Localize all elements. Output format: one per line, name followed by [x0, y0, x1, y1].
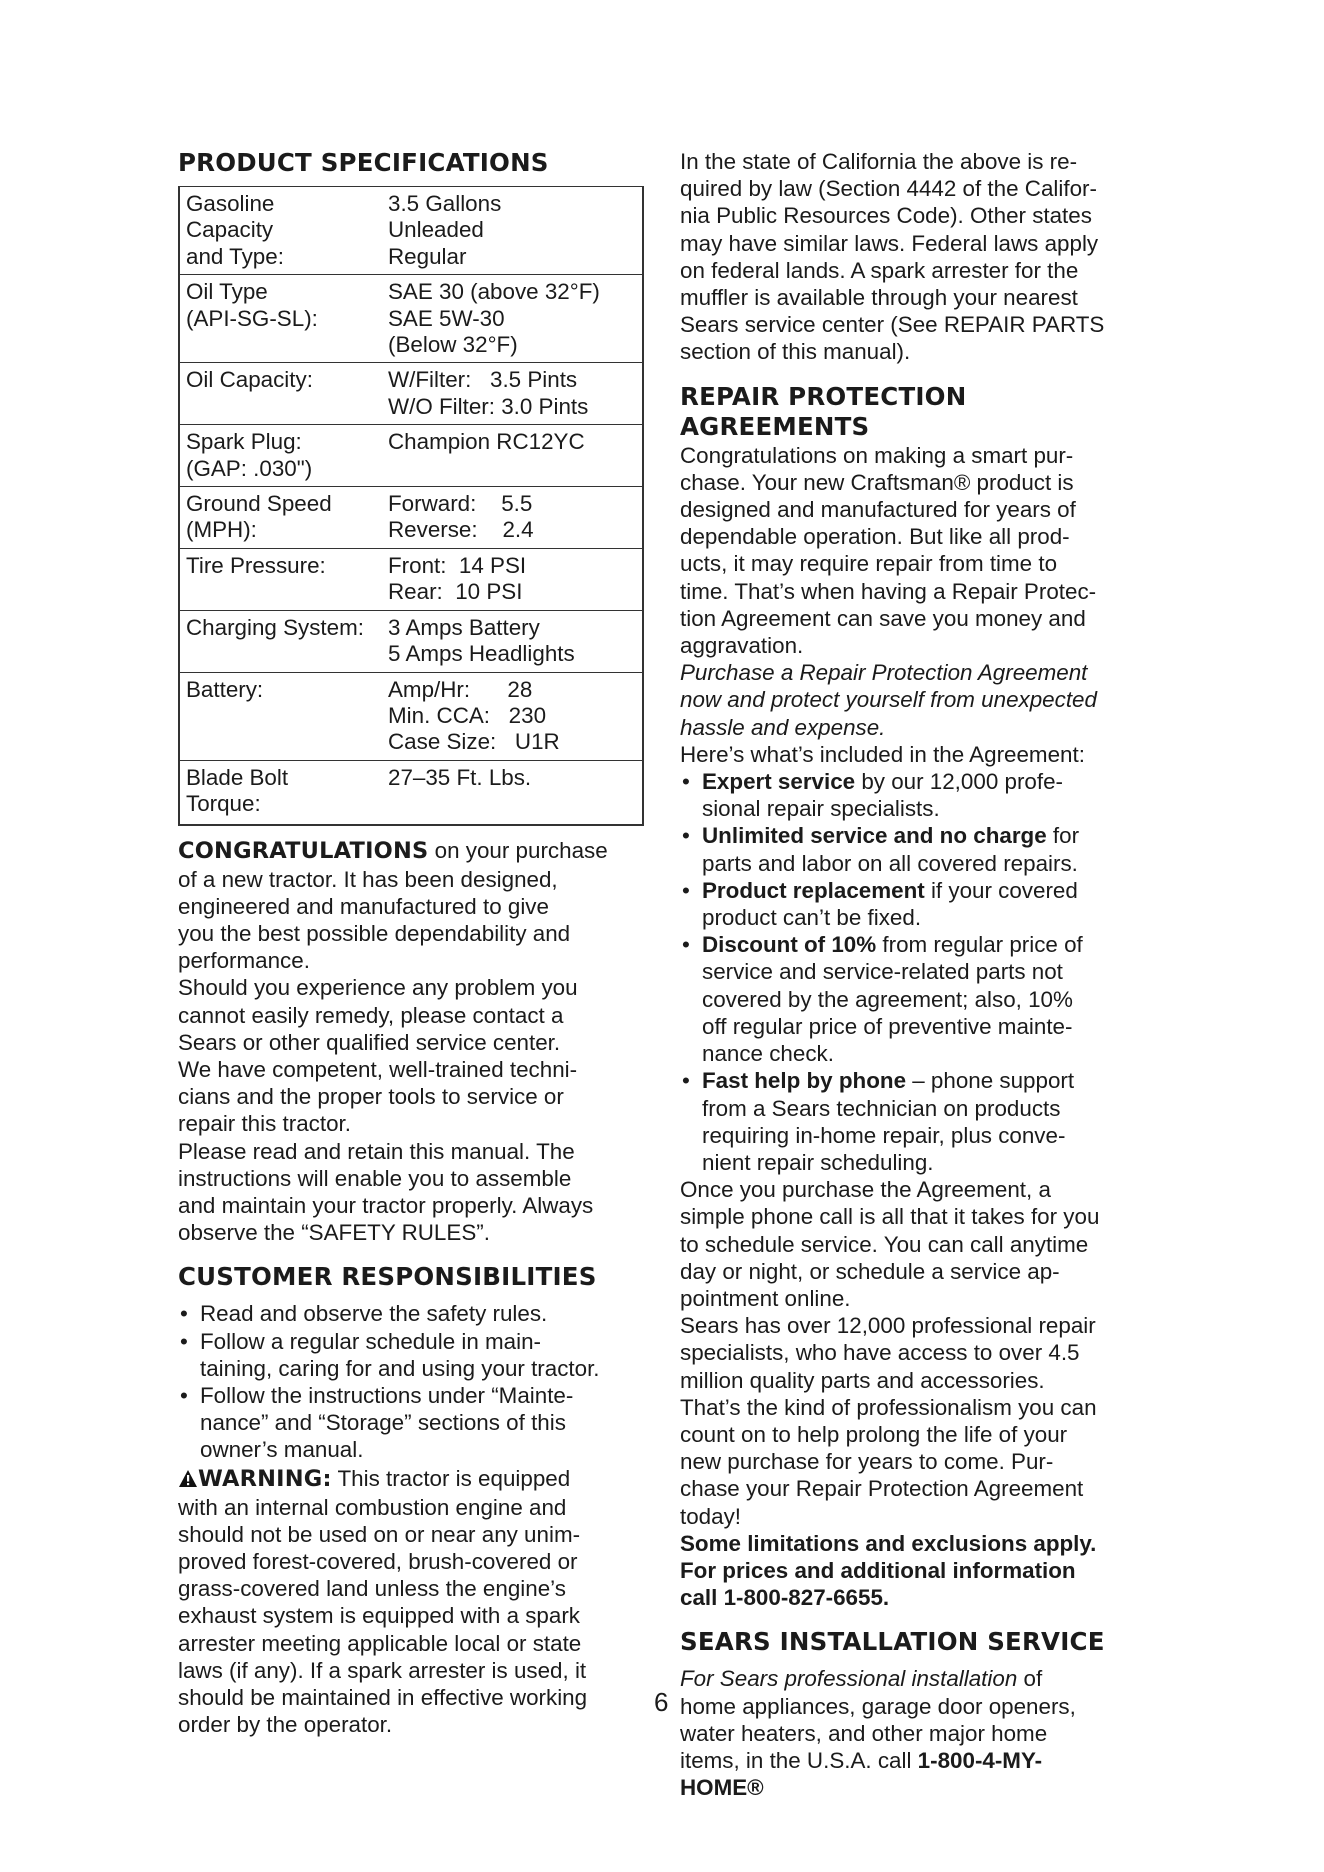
list-item: • Follow a regular schedule in main- taining, caring for and using your tractor.: [178, 1328, 648, 1382]
spec-label: Oil Capacity:: [179, 363, 382, 425]
spec-value: Front: 14 PSI Rear: 10 PSI: [382, 548, 643, 610]
specifications-heading: PRODUCT SPECIFICATIONS: [178, 148, 549, 177]
spec-value: W/Filter: 3.5 Pints W/O Filter: 3.0 Pints: [382, 363, 643, 425]
spec-value: Forward: 5.5 Reverse: 2.4: [382, 487, 643, 549]
specifications-table: [178, 186, 644, 826]
manual-paragraph: Please read and retain this manual. The instructions will enable you to assemble and maintain your tractor properly. Always observe the “SAFETY RULES”.: [178, 1138, 594, 1246]
spec-row: [179, 363, 643, 425]
spec-row: [179, 610, 643, 672]
congratulations-paragraph: CONGRATULATIONS on your purchase of a new tractor. It has been designed, engineered and manufactured to give you the best possible dependability and performance.: [178, 837, 608, 974]
list-item: • Fast help by phone – phone support from a Sears technician on products requiring in-home repair, plus conve- nient repair scheduling.: [680, 1067, 1160, 1176]
spec-row: [179, 275, 643, 363]
spec-value: 3.5 Gallons Unleaded Regular: [382, 187, 643, 275]
spec-row: [179, 672, 643, 760]
spec-label: Blade Bolt Torque:: [179, 760, 382, 824]
list-item: • Product replacement if your covered product can’t be fixed.: [680, 877, 1160, 931]
warning-triangle-icon: [178, 1465, 198, 1492]
spec-row: [179, 187, 643, 275]
limitations-paragraph: Some limitations and exclusions apply. For prices and additional information call 1-800-827-6655.: [680, 1530, 1097, 1611]
installation-phone: 1-800-4-MY-: [917, 1747, 1043, 1773]
spec-row: [179, 487, 643, 549]
spec-value: 3 Amps Battery 5 Amps Headlights: [382, 610, 643, 672]
repair-protection-heading: REPAIR PROTECTION AGREEMENTS: [680, 381, 967, 441]
spec-row: [179, 760, 643, 824]
repair-intro-paragraph: Congratulations on making a smart pur- chase. Your new Craftsman® product is designed and manufactured for years of dependable operation. But like all prod- ucts, it may require repair from time to time. That’s when having a Repair Protec- tion Agreement can save you money and aggravation.: [680, 442, 1097, 659]
list-item: • Follow the instructions under “Mainte- nance” and “Storage” sections of this owner’s manual.: [178, 1382, 648, 1464]
sears-specialists-paragraph: Sears has over 12,000 professional repair specialists, who have access to over 4.5 million quality parts and accessories. That’s the kind of professionalism you can count on to help prolong the life of your new purchase for years to come. Pur- chase your Repair Protection Agreement today!: [680, 1313, 1097, 1529]
warning-paragraph: WARNING: This tractor is equipped with an internal combustion engine and should not be used on or near any unim- proved forest-covered, brush-covered or grass-covered land unless the engine’s exhaust system is equipped with a spark arrester meeting applicable local or state laws (if any). If a spark arrester is used, it should be maintained in effective working order by the operator.: [178, 1465, 588, 1738]
included-line: Here’s what’s included in the Agreement:: [680, 741, 1085, 767]
list-item: • Discount of 10% from regular price of service and service-related parts not covered by the agreement; also, 10% off regular price of preventive mainte- nance check.: [680, 931, 1160, 1067]
spec-label: Tire Pressure:: [179, 548, 382, 610]
list-item: • Unlimited service and no charge for parts and labor on all covered repairs.: [680, 822, 1160, 876]
schedule-paragraph: Once you purchase the Agreement, a simple phone call is all that it takes for you to schedule service. You can call anytime day or night, or schedule a service ap- pointment online.: [680, 1177, 1100, 1311]
responsibilities-heading: CUSTOMER RESPONSIBILITIES: [178, 1262, 597, 1292]
list-item: • Read and observe the safety rules.: [178, 1300, 648, 1327]
spec-label: Battery:: [179, 672, 382, 760]
right-column: [680, 148, 1160, 1801]
spec-value: 27–35 Ft. Lbs.: [382, 760, 643, 824]
service-paragraph: Should you experience any problem you cannot easily remedy, please contact a Sears or other qualified service center. We have competent, well-trained techni- cians and the proper tools to service or repair this tractor.: [178, 975, 578, 1137]
spec-row: [179, 548, 643, 610]
spec-label: Spark Plug: (GAP: .030"): [179, 425, 382, 487]
installation-paragraph: For Sears professional installation of home appliances, garage door openers, water heaters, and other major home items, in the U.S.A. call 1-800-4-MY- HOME®: [680, 1666, 1076, 1801]
list-item: • Expert service by our 12,000 profe- sional repair specialists.: [680, 768, 1160, 822]
congratulations-lead: CONGRATULATIONS: [178, 837, 429, 864]
spec-value: Amp/Hr: 28 Min. CCA: 230 Case Size: U1R: [382, 672, 643, 760]
spec-label: Charging System:: [179, 610, 382, 672]
spec-label: Gasoline Capacity and Type:: [179, 187, 382, 275]
spec-value: SAE 30 (above 32°F) SAE 5W-30 (Below 32°F): [382, 275, 643, 363]
page-number: 6: [654, 1687, 669, 1717]
responsibilities-list: [178, 1300, 648, 1463]
installation-heading: SEARS INSTALLATION SERVICE: [680, 1627, 1105, 1657]
spec-value: Champion RC12YC: [382, 425, 643, 487]
california-paragraph: In the state of California the above is re- quired by law (Section 4442 of the Califor- nia Public Resources Code). Other states may have similar laws. Federal laws apply on federal lands. A spark arrester for the muffler is available through your nearest Sears service center (See REPAIR PARTS section of this manual).: [680, 149, 1105, 365]
warning-label: WARNING:: [198, 1465, 332, 1492]
agreement-benefits-list: [680, 768, 1160, 1176]
repair-italic-paragraph: Purchase a Repair Protection Agreement now and protect yourself from unexpected hassle and expense.: [680, 660, 1097, 740]
spec-label: Oil Type (API-SG-SL):: [179, 275, 382, 363]
spec-label: Ground Speed (MPH):: [179, 487, 382, 549]
left-column: [178, 148, 648, 1738]
spec-row: [179, 425, 643, 487]
